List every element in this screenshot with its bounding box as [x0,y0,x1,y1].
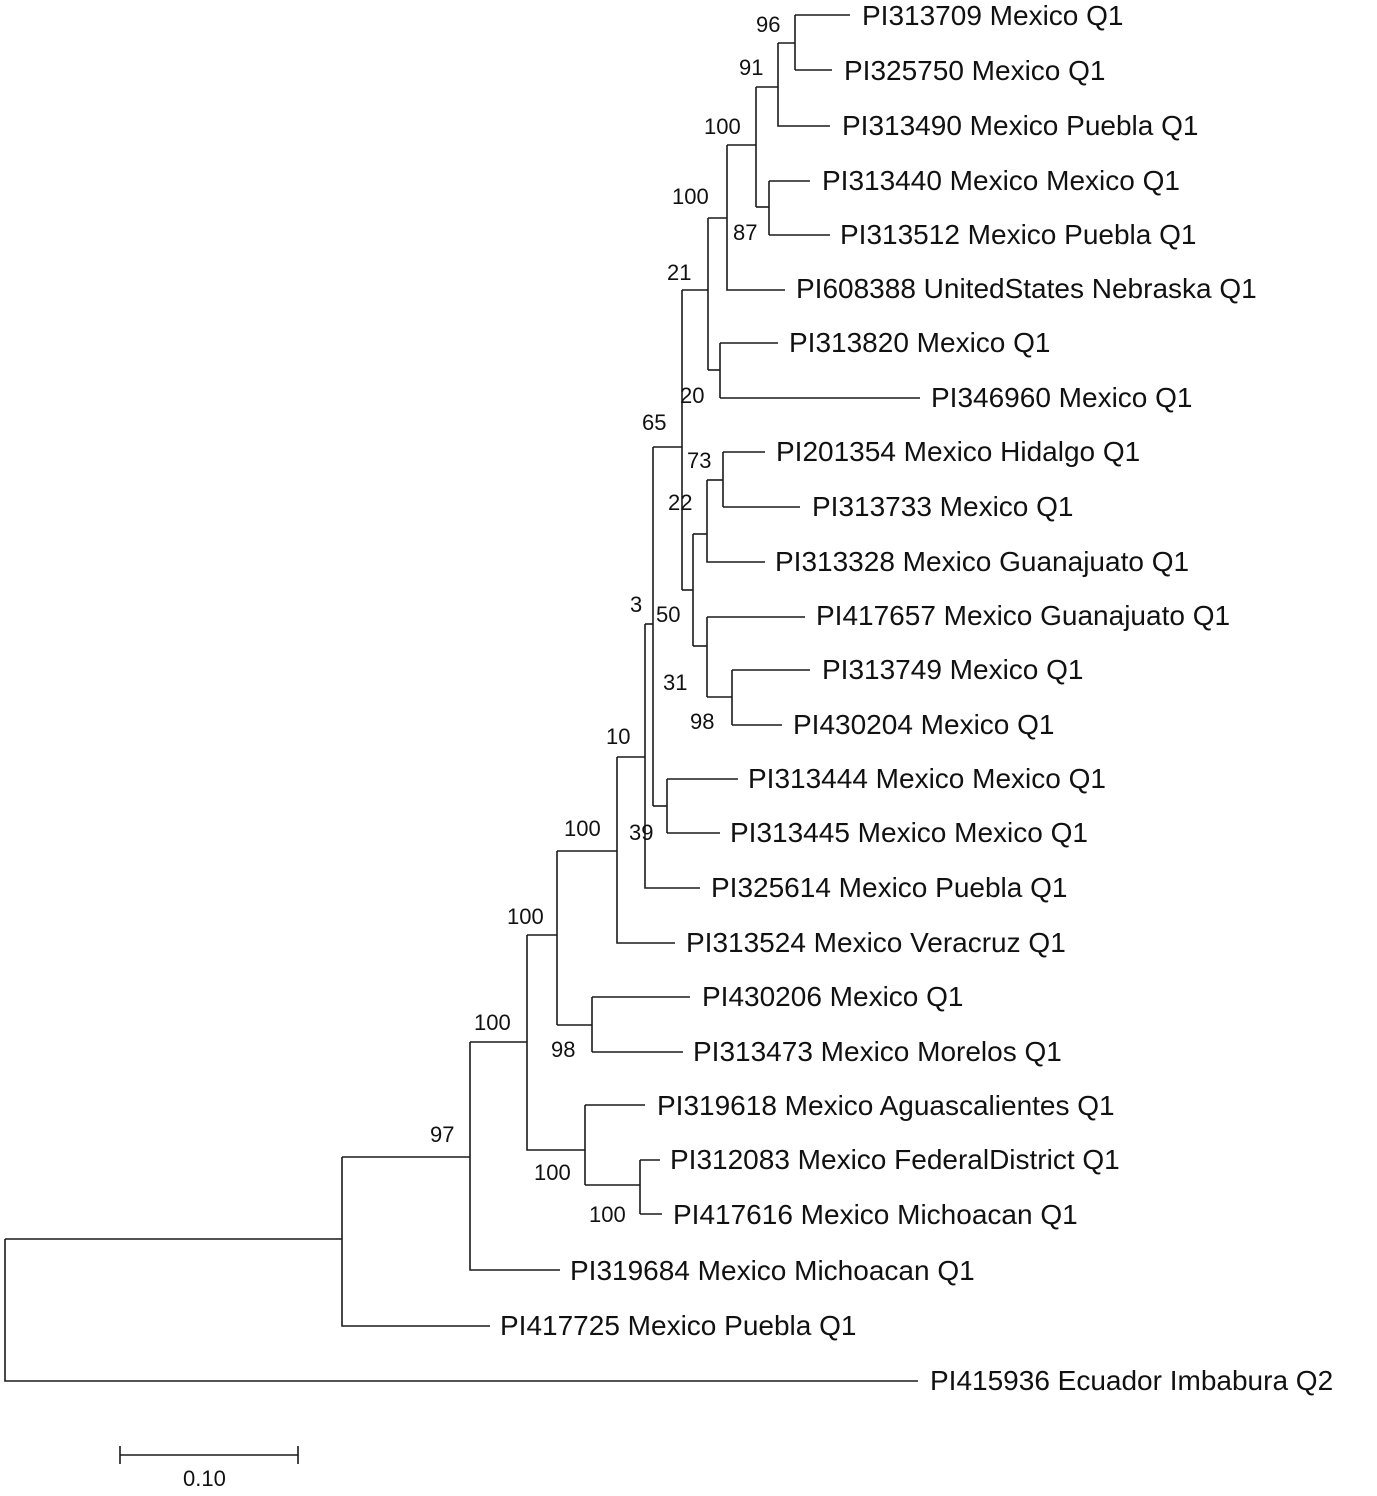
support-label: 21 [667,260,692,285]
support-label: 39 [629,820,654,845]
leaf-label: PI313328 Mexico Guanajuato Q1 [775,546,1190,577]
support-label: 100 [474,1010,511,1035]
support-label: 100 [672,184,709,209]
support-label: 22 [668,490,693,515]
leaf-label: PI313444 Mexico Mexico Q1 [748,763,1106,794]
support-label: 87 [733,220,758,245]
support-label: 100 [564,816,601,841]
leaf-label: PI313733 Mexico Q1 [812,491,1074,522]
leaf-label: PI313445 Mexico Mexico Q1 [730,817,1088,848]
leaf-label: PI430204 Mexico Q1 [793,709,1055,740]
leaf-label: PI313524 Mexico Veracruz Q1 [686,927,1066,958]
support-label: 100 [704,114,741,139]
branch [470,1042,560,1270]
support-label: 10 [606,724,631,749]
support-label: 73 [687,448,712,473]
support-label: 3 [630,592,643,617]
leaf-label: PI417616 Mexico Michoacan Q1 [673,1199,1078,1230]
support-label: 100 [507,904,544,929]
leaf-label: PI608388 UnitedStates Nebraska Q1 [796,273,1257,304]
leaf-label: PI430206 Mexico Q1 [702,981,964,1012]
tree-branches [5,15,920,1381]
support-label: 65 [642,410,667,435]
leaf-label: PI415936 Ecuador Imbabura Q2 [930,1365,1334,1396]
support-label: 31 [663,670,688,695]
support-label: 100 [534,1160,571,1185]
leaf-label: PI313820 Mexico Q1 [789,327,1051,358]
leaf-label: PI313440 Mexico Mexico Q1 [822,165,1180,196]
scale-bar-label: 0.10 [183,1466,226,1491]
support-label: 97 [430,1122,455,1147]
leaf-label: PI417657 Mexico Guanajuato Q1 [816,600,1231,631]
support-label: 50 [656,602,681,627]
support-label: 96 [756,12,781,37]
support-label: 91 [739,55,764,80]
leaf-label: PI313709 Mexico Q1 [862,0,1124,31]
support-label: 100 [589,1202,626,1227]
leaf-labels [500,0,1333,1396]
leaf-label: PI312083 Mexico FederalDistrict Q1 [670,1144,1120,1175]
scale-bar [120,1446,298,1491]
leaf-label: PI313749 Mexico Q1 [822,654,1084,685]
branch [707,480,765,562]
leaf-label: PI313490 Mexico Puebla Q1 [842,110,1199,141]
leaf-label: PI313512 Mexico Puebla Q1 [840,219,1197,250]
leaf-label: PI313473 Mexico Morelos Q1 [693,1036,1062,1067]
leaf-label: PI319618 Mexico Aguascalientes Q1 [657,1090,1115,1121]
branch [778,43,830,126]
branch [342,1157,490,1326]
leaf-label: PI201354 Mexico Hidalgo Q1 [776,436,1141,467]
support-label: 98 [551,1037,576,1062]
scale-bar-line [120,1446,298,1464]
leaf-label: PI319684 Mexico Michoacan Q1 [570,1255,975,1286]
leaf-label: PI417725 Mexico Puebla Q1 [500,1310,857,1341]
leaf-label: PI346960 Mexico Q1 [931,382,1193,413]
leaf-label: PI325614 Mexico Puebla Q1 [711,872,1068,903]
leaf-label: PI325750 Mexico Q1 [844,55,1106,86]
support-label: 20 [680,383,705,408]
support-label: 98 [690,709,715,734]
